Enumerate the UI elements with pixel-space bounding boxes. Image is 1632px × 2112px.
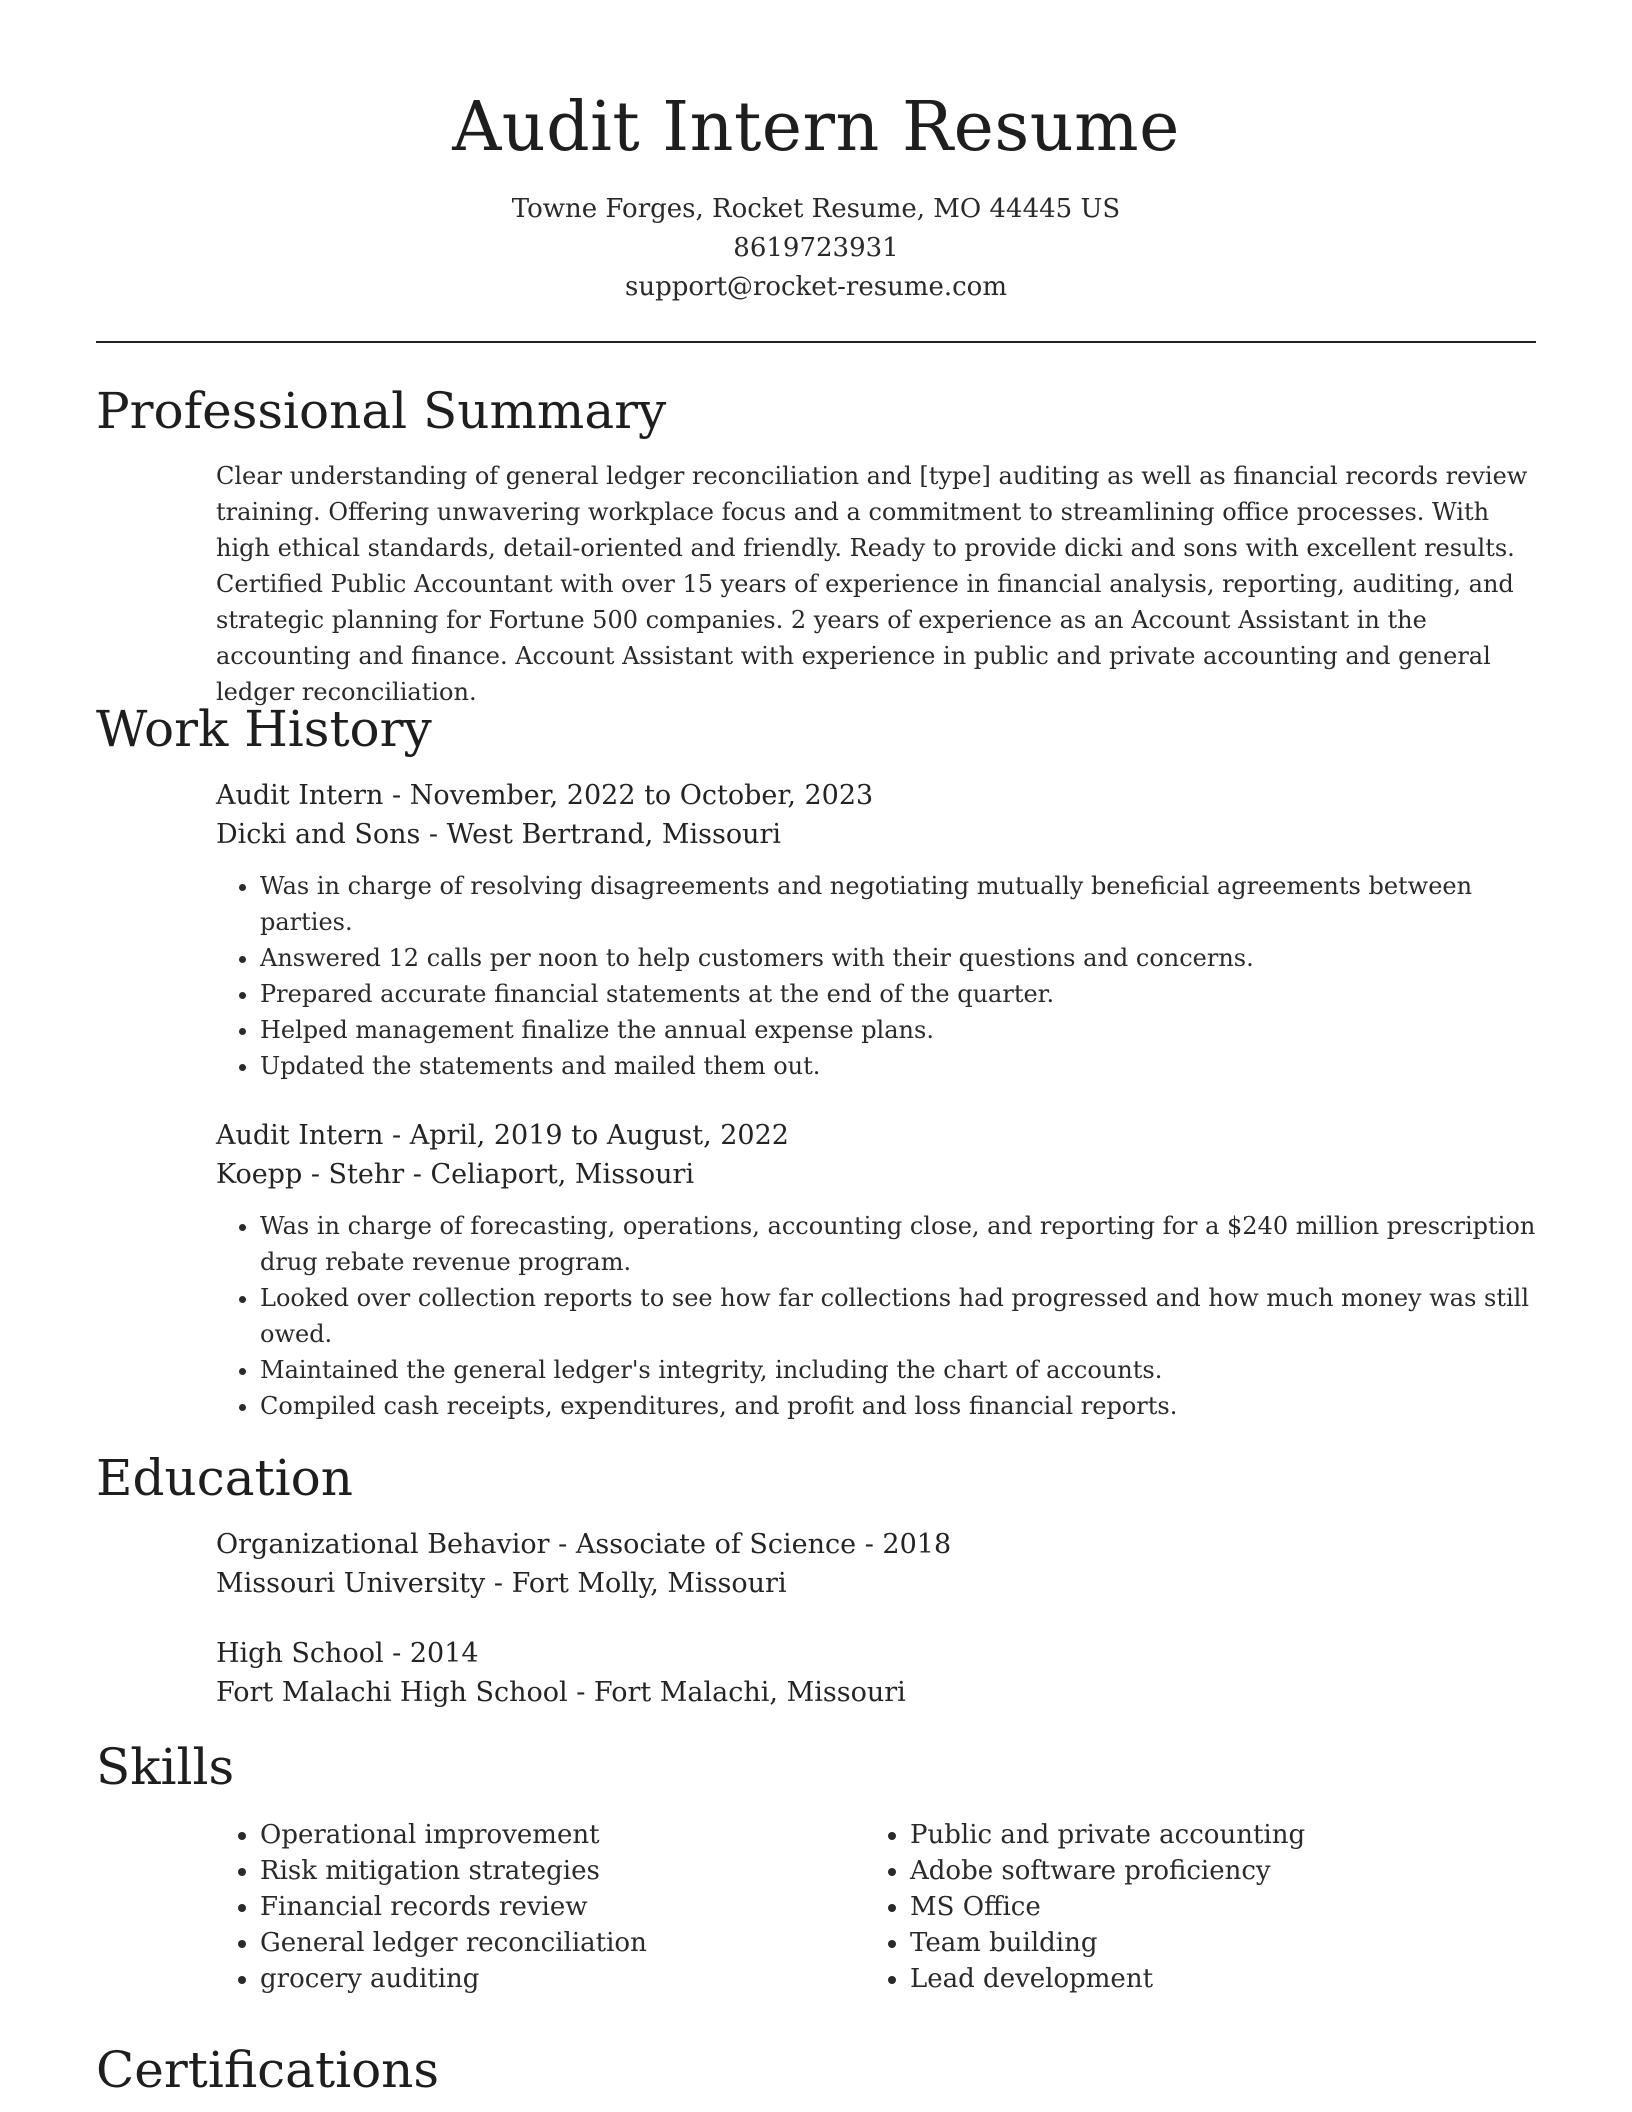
education-org-line: Missouri University - Fort Molly, Missouri (216, 1568, 787, 1599)
summary-block (216, 458, 1536, 710)
job-entry (216, 776, 1536, 1084)
skills-column-right (866, 1817, 1516, 1997)
skill-item: • Financial records review (260, 1889, 866, 1925)
section-title-certifications: Certifications (96, 2041, 440, 2099)
header-divider (96, 341, 1536, 343)
skill-item: • Public and private accounting (910, 1817, 1516, 1853)
summary-text: Clear understanding of general ledger reconciliation and [type] auditing as well as financial records review training. Offering unwavering workplace focus and a commitment to streamlining office processes. With high ethical standards, detail-oriented and friendly. Ready to provide dicki and sons with excellent results. Certified Public Accountant with over 15 years of experience in financial analysis, reporting, auditing, and strategic planning for Fortune 500 companies. 2 years of experience as an Account Assistant in the accounting and finance. Account Assistant with experience in public and private accounting and general ledger reconciliation. (216, 462, 1528, 706)
section-title-skills: Skills (96, 1738, 235, 1796)
job-entry (216, 1116, 1536, 1424)
skills-column-left (216, 1817, 866, 1997)
contact-address: Towne Forges, Rocket Resume, MO 44445 US (511, 194, 1121, 224)
education-org-line: Fort Malachi High School - Fort Malachi, Missouri (216, 1677, 906, 1708)
skill-item: • General ledger reconciliation (260, 1925, 866, 1961)
job-bullets (216, 868, 1536, 1084)
skill-item: • Lead development (910, 1961, 1516, 1997)
contact-info (0, 190, 1632, 307)
job-bullet: • Looked over collection reports to see how far collections had progressed and how much money was still owed. (260, 1280, 1536, 1352)
skill-item: • Adobe software proficiency (910, 1853, 1516, 1889)
education-entry (216, 1525, 1536, 1603)
job-bullet: • Maintained the general ledger's integrity, including the chart of accounts. (260, 1352, 1536, 1388)
resume-header (0, 0, 1632, 307)
job-title-line: Audit Intern - November, 2022 to October, 2023 (216, 780, 874, 811)
job-title-line: Audit Intern - April, 2019 to August, 2022 (216, 1120, 789, 1151)
job-bullets (216, 1208, 1536, 1424)
resume-title: Audit Intern Resume (452, 88, 1180, 167)
skills-list (216, 1817, 1536, 1997)
skill-item: • Operational improvement (260, 1817, 866, 1853)
skill-item: • Team building (910, 1925, 1516, 1961)
education-title-line: High School - 2014 (216, 1638, 479, 1669)
education-title-line: Organizational Behavior - Associate of Science - 2018 (216, 1529, 952, 1560)
contact-email: support@rocket-resume.com (624, 272, 1007, 302)
section-title-work-history: Work History (96, 700, 432, 758)
job-bullet: • Updated the statements and mailed them out. (260, 1048, 1536, 1084)
education-entry (216, 1634, 1536, 1712)
job-org-line: Dicki and Sons - West Bertrand, Missouri (216, 819, 782, 850)
job-bullet: • Compiled cash receipts, expenditures, and profit and loss financial reports. (260, 1388, 1536, 1424)
skill-item: • Risk mitigation strategies (260, 1853, 866, 1889)
section-title-education: Education (96, 1449, 353, 1507)
contact-phone: 8619723931 (733, 233, 899, 263)
job-bullet: • Helped management finalize the annual expense plans. (260, 1012, 1536, 1048)
job-org-line: Koepp - Stehr - Celiaport, Missouri (216, 1159, 695, 1190)
skill-item: • MS Office (910, 1889, 1516, 1925)
job-bullet: • Was in charge of forecasting, operations, accounting close, and reporting for a $240 million prescription drug rebate revenue program. (260, 1208, 1536, 1280)
job-bullet: • Answered 12 calls per noon to help customers with their questions and concerns. (260, 940, 1536, 976)
job-bullet: • Prepared accurate financial statements at the end of the quarter. (260, 976, 1536, 1012)
job-bullet: • Was in charge of resolving disagreements and negotiating mutually beneficial agreements between parties. (260, 868, 1536, 940)
section-title-summary: Professional Summary (96, 382, 667, 440)
skill-item: • grocery auditing (260, 1961, 866, 1997)
